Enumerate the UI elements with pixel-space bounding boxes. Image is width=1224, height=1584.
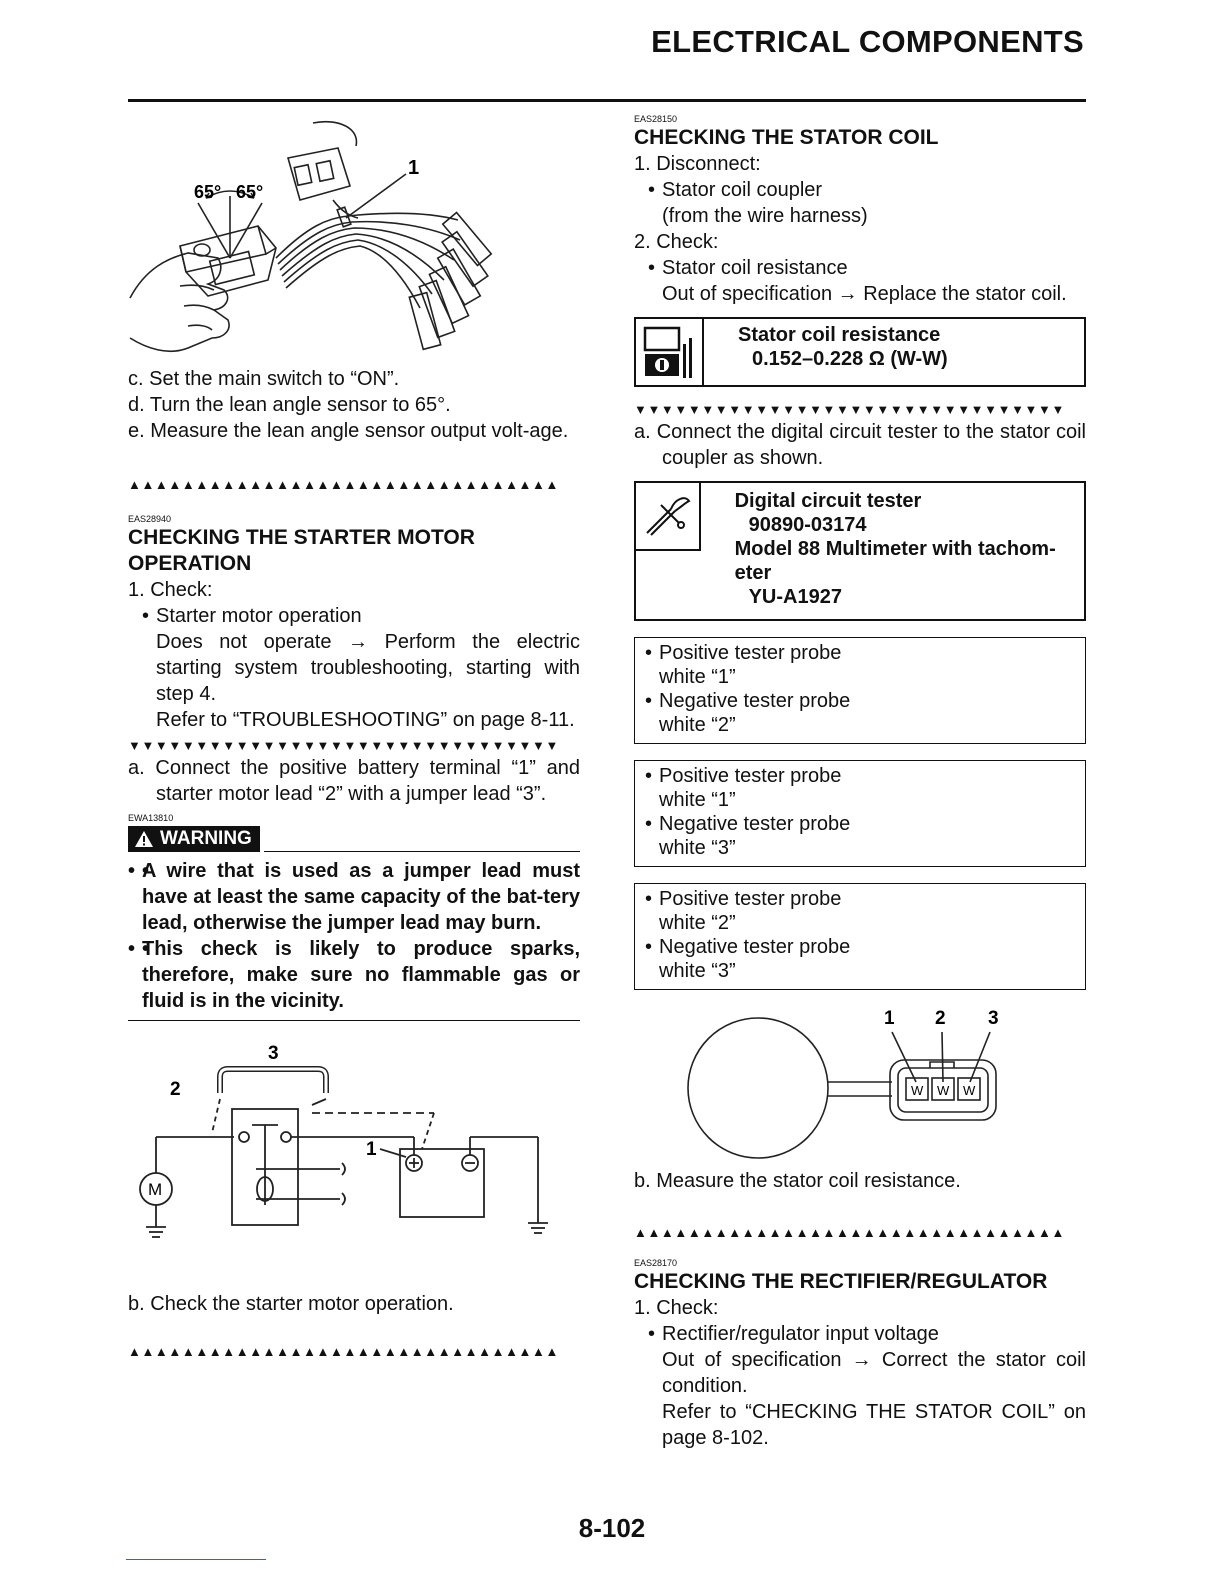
probe-negative: • Negative tester probe (639, 812, 1077, 836)
footer-link-line (126, 1559, 266, 1560)
warning-rule (264, 851, 580, 852)
probe-box-3 (634, 883, 1086, 990)
stator-bullet-1-sub: (from the wire harness) (662, 205, 868, 227)
step-e: e. Measure the lean angle sensor output volt-age. (128, 420, 569, 442)
warning-item-2: • • This check is likely to produce sparks, therefore, make sure no flammable gas or fluid is in the vicinity. (128, 936, 580, 1014)
starter-bullet: • Starter motor operation (128, 603, 580, 629)
start-marks: ▼▼▼▼▼▼▼▼▼▼▼▼▼▼▼▼▼▼▼▼▼▼▼▼▼▼▼▼▼▼▼▼ (128, 738, 559, 753)
stator-end-marks: ▲▲▲▲▲▲▲▲▲▲▲▲▲▲▲▲▲▲▲▲▲▲▲▲▲▲▲▲▲▲▲▲ (634, 1225, 1065, 1240)
tool-name-2: Model 88 Multimeter with tachom-eter (734, 538, 1056, 584)
starter-detail-2: Refer to “TROUBLESHOOTING” on page 8-11. (156, 709, 575, 731)
end-marks-starter: ▲▲▲▲▲▲▲▲▲▲▲▲▲▲▲▲▲▲▲▲▲▲▲▲▲▲▲▲▲▲▲▲ (128, 1344, 559, 1359)
tool-number-2: YU-A1927 (748, 586, 842, 608)
wiring-label-1: 1 (366, 1139, 377, 1160)
stator-bullet-2: • Stator coil resistance (634, 255, 1086, 281)
step-d: d. Turn the lean angle sensor to 65°. (128, 394, 451, 416)
coupler-label-3: 3 (988, 1008, 999, 1029)
starter-detail-1: Does not operate → Perform the electric starting system troubleshooting, starting with step 4. (156, 631, 580, 705)
starter-step-1: 1. Check: (128, 579, 213, 601)
angle-label-left: 65° (194, 182, 222, 202)
tool-box (634, 481, 1086, 621)
starter-step-a: a. Connect the positive battery terminal “1” and starter motor lead “2” with a jumper lead “3”. (128, 757, 580, 805)
probe-negative-wire: white “3” (659, 837, 736, 859)
coupler-label-2: 2 (935, 1008, 946, 1029)
stator-bullet-2-sub: Out of specification → Replace the stator coil. (662, 283, 1067, 305)
stator-start-marks: ▼▼▼▼▼▼▼▼▼▼▼▼▼▼▼▼▼▼▼▼▼▼▼▼▼▼▼▼▼▼▼▼ (634, 402, 1065, 417)
warning-end-rule (128, 1020, 580, 1021)
warning-header (128, 826, 580, 852)
stator-step-2: 2. Check: (634, 231, 719, 253)
stator-bullet-1: • Stator coil coupler (634, 177, 1086, 203)
page-number: 8-102 (578, 1513, 646, 1543)
right-column (634, 108, 1086, 1451)
stator-spec-box (634, 317, 1086, 387)
probe-positive: • Positive tester probe (639, 764, 1077, 788)
angle-label-right: 65° (236, 182, 264, 202)
probe-negative: • Negative tester probe (639, 935, 1077, 959)
wiring-label-3: 3 (268, 1043, 279, 1064)
stator-code: EAS28150 (634, 114, 678, 124)
lean-angle-sensor-figure (128, 108, 580, 360)
stator-step-a: a. Connect the digital circuit tester to the stator coil coupler as shown. (634, 421, 1086, 469)
warning-icon (134, 830, 154, 848)
section-heading-rectifier: CHECKING THE RECTIFIER/REGULATOR (634, 1270, 1048, 1293)
pin-w-1: W (911, 1083, 924, 1098)
stator-coupler-diagram (634, 1002, 1086, 1162)
probe-positive-wire: white “2” (659, 912, 736, 934)
probe-negative: • Negative tester probe (639, 689, 1077, 713)
wiring-label-2: 2 (170, 1079, 181, 1100)
rectifier-code: EAS28170 (634, 1258, 678, 1268)
spec-value: 0.152–0.228 Ω (W-W) (752, 348, 948, 370)
tool-name: Digital circuit tester (734, 490, 922, 512)
warning-code: EWA13810 (128, 813, 174, 823)
tester-tool-icon (636, 483, 701, 551)
rectifier-bullet: • Rectifier/regulator input voltage (634, 1321, 1086, 1347)
page-title: ELECTRICAL COMPONENTS (651, 24, 1084, 59)
section-heading-stator: CHECKING THE STATOR COIL (634, 126, 939, 149)
end-marks: ▲▲▲▲▲▲▲▲▲▲▲▲▲▲▲▲▲▲▲▲▲▲▲▲▲▲▲▲▲▲▲▲ (128, 477, 559, 492)
warning-item-1: • • A wire that is used as a jumper lead must have at least the same capacity of the bat-tery lead, otherwise the jumper lead may burn. (128, 858, 580, 936)
starter-step-b: b. Check the starter motor operation. (128, 1293, 454, 1315)
header-rule (128, 99, 1086, 102)
probe-negative-wire: white “3” (659, 960, 736, 982)
step-c: c. Set the main switch to “ON”. (128, 368, 400, 390)
spec-title: Stator coil resistance (738, 324, 941, 346)
section-heading-starter: CHECKING THE STARTER MOTOR OPERATION (128, 526, 475, 575)
stator-step-1: 1. Disconnect: (634, 153, 761, 175)
coupler-label-1: 1 (884, 1008, 895, 1029)
meter-icon (636, 319, 704, 385)
callout-1: 1 (408, 157, 420, 179)
probe-positive-wire: white “1” (659, 789, 736, 811)
warning-badge: WARNING (128, 826, 260, 852)
probe-box-2 (634, 760, 1086, 867)
probe-positive: • Positive tester probe (639, 887, 1077, 911)
motor-label: M (148, 1180, 163, 1199)
pin-w-3: W (963, 1083, 976, 1098)
rectifier-detail-2: Refer to “CHECKING THE STATOR COIL” on page 8-102. (662, 1401, 1086, 1449)
pin-w-2: W (937, 1083, 950, 1098)
probe-positive-wire: white “1” (659, 666, 736, 688)
left-column (128, 108, 580, 1361)
probe-negative-wire: white “2” (659, 714, 736, 736)
probe-box-1 (634, 637, 1086, 744)
rectifier-detail-1: Out of specification → Correct the stator coil condition. (662, 1349, 1086, 1397)
starter-wiring-diagram (128, 1039, 580, 1269)
probe-positive: • Positive tester probe (639, 641, 1077, 665)
tool-number: 90890-03174 (748, 514, 867, 536)
rectifier-step-1: 1. Check: (634, 1297, 719, 1319)
section-code: EAS28940 (128, 514, 172, 524)
stator-step-b: b. Measure the stator coil resistance. (634, 1170, 961, 1192)
